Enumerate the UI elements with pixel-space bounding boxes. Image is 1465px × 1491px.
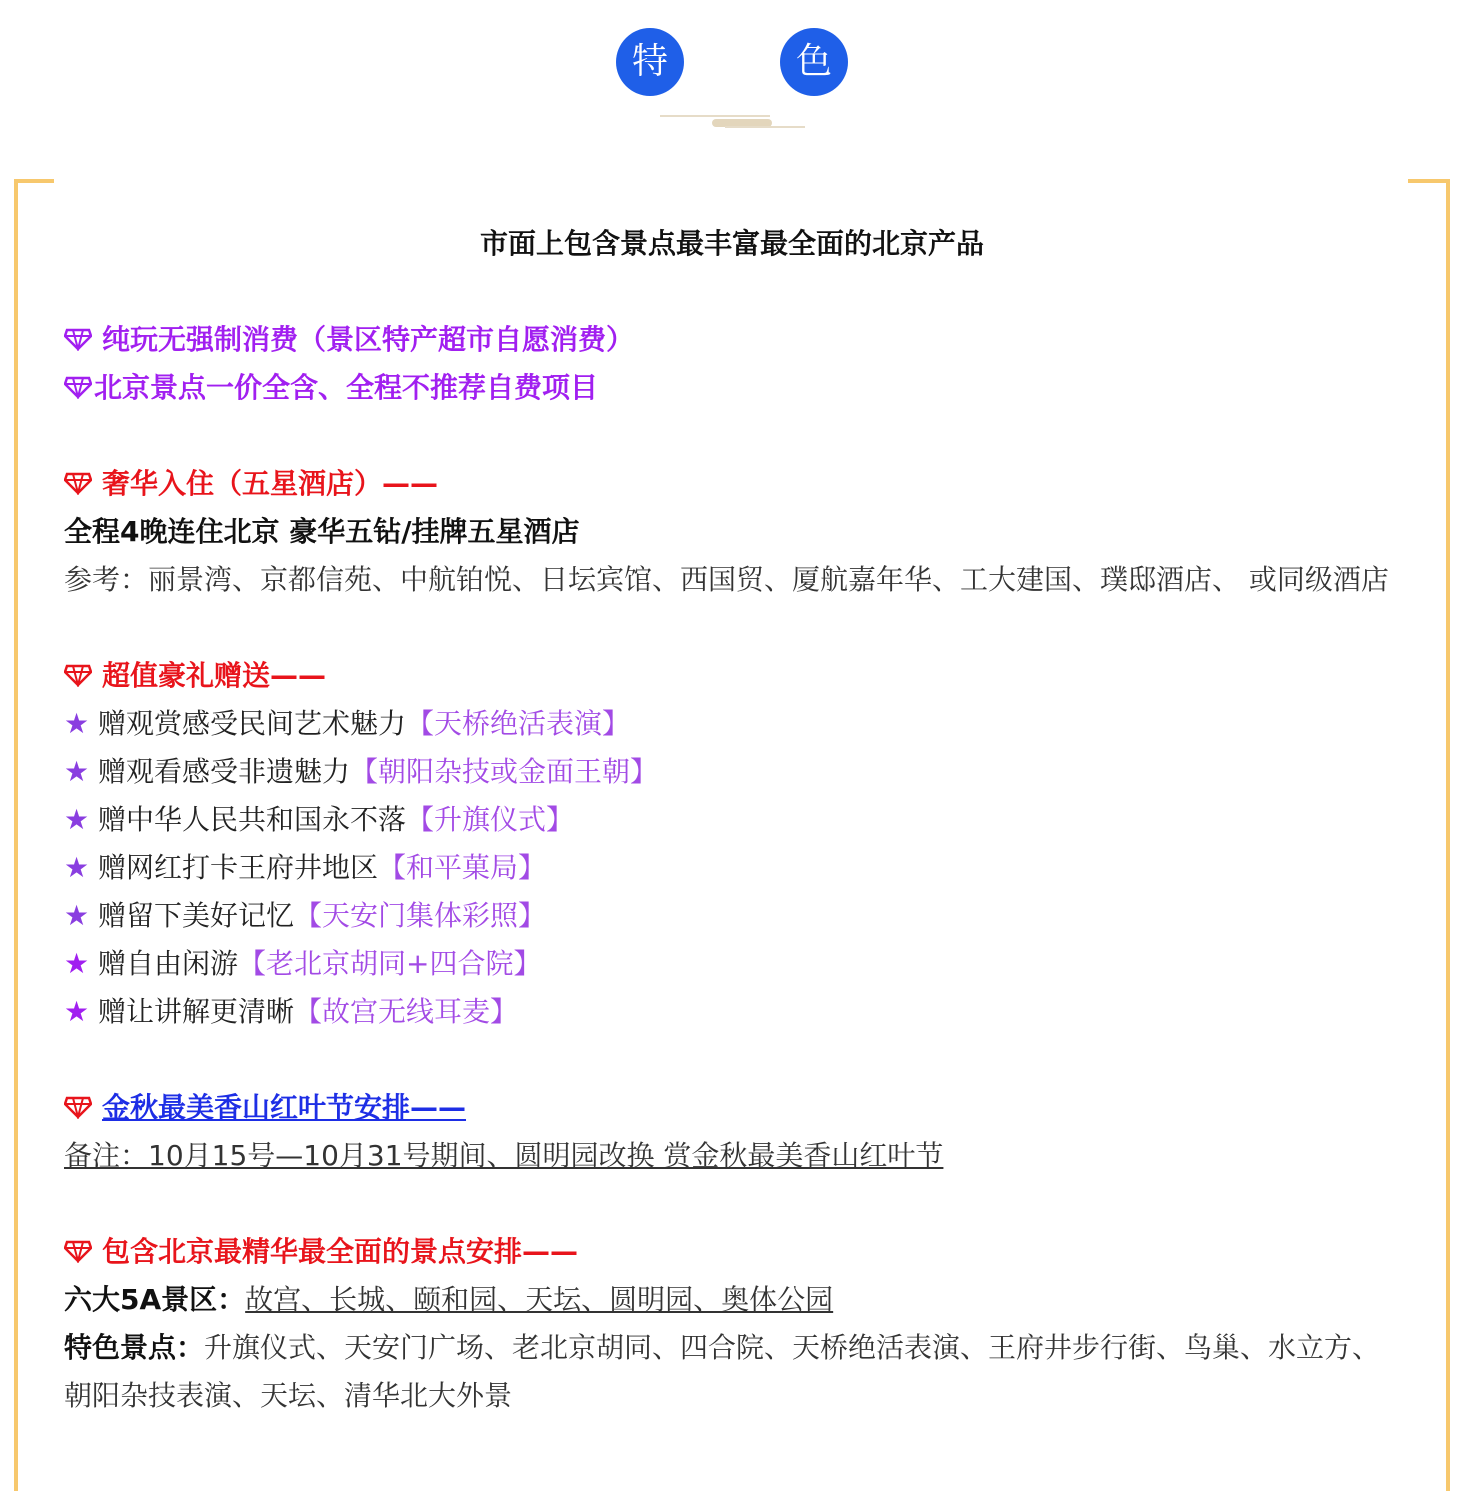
hotel-subtitle: 全程4晚连住北京 豪华五钻/挂牌五星酒店 [64, 515, 580, 548]
diamond-gem-icon [64, 327, 92, 351]
gift-highlight: 【升旗仪式】 [406, 803, 575, 836]
hotel-heading-text: 奢华入住（五星酒店）—— [102, 467, 439, 500]
diamond-gem-icon [64, 1095, 92, 1119]
autumn-heading [64, 1084, 1400, 1132]
label-feature: 特色景点： [64, 1331, 205, 1364]
star-icon: ★ [64, 851, 90, 884]
gift-highlight: 【老北京胡同+四合院】 [238, 947, 542, 980]
frame-border-left [14, 179, 18, 1491]
attractions-5a [64, 1276, 1400, 1324]
star-icon: ★ [64, 899, 90, 932]
star-icon: ★ [64, 947, 90, 980]
autumn-note: 备注：10月15号—10月31号期间、圆明园改换 赏金秋最美香山红叶节 [64, 1139, 944, 1172]
star-icon: ★ [64, 995, 90, 1028]
hotel-heading [64, 460, 1400, 508]
hotel-reference: 参考：丽景湾、京都信苑、中航铂悦、日坛宾馆、西国贸、厦航嘉年华、工大建国、璞邸酒店、 或同级酒店 [64, 563, 1389, 596]
attractions-heading [64, 1228, 1400, 1276]
list-feature: 升旗仪式、天安门广场、老北京胡同、四合院、天桥绝活表演、王府井步行街、鸟巢、水立方、朝阳杂技表演、天坛、清华北大外景 [64, 1331, 1381, 1412]
gift-text: 赠留下美好记忆 [98, 899, 295, 932]
intro-line-1 [64, 316, 1400, 364]
page-title: 市面上包含景点最丰富最全面的北京产品 [479, 227, 984, 260]
intro-text-2: 北京景点一价全含、全程不推荐自费项目 [94, 371, 599, 404]
star-icon: ★ [64, 755, 90, 788]
frame-corner-right [1408, 179, 1450, 183]
gift-highlight: 【朝阳杂技或金面王朝】 [350, 755, 659, 788]
frame-border-right [1446, 179, 1450, 1491]
intro-line-2 [64, 364, 1400, 412]
header-ornament [660, 112, 805, 132]
gift-item [64, 844, 1400, 892]
gift-item [64, 940, 1400, 988]
gift-item [64, 892, 1400, 940]
gift-item [64, 988, 1400, 1036]
diamond-gem-icon [64, 663, 92, 687]
header-char-badge-2: 色 [780, 28, 848, 96]
star-icon: ★ [64, 803, 90, 836]
star-icon: ★ [64, 707, 90, 740]
gift-item [64, 748, 1400, 796]
gift-text: 赠中华人民共和国永不落 [98, 803, 407, 836]
gift-item [64, 700, 1400, 748]
diamond-gem-icon [64, 1239, 92, 1263]
frame-corner-left [14, 179, 54, 183]
attractions-heading-text: 包含北京最精华最全面的景点安排—— [102, 1235, 579, 1268]
gift-text: 赠观看感受非遗魅力 [98, 755, 351, 788]
autumn-heading-text: 金秋最美香山红叶节安排—— [102, 1091, 467, 1124]
gift-highlight: 【和平菓局】 [378, 851, 547, 884]
gift-highlight: 【故宫无线耳麦】 [294, 995, 519, 1028]
intro-text-1: 纯玩无强制消费（景区特产超市自愿消费） [102, 323, 635, 356]
gift-highlight: 【天安门集体彩照】 [294, 899, 547, 932]
diamond-gem-icon [64, 471, 92, 495]
gift-text: 赠网红打卡王府井地区 [98, 851, 379, 884]
gift-item [64, 796, 1400, 844]
gift-highlight: 【天桥绝活表演】 [406, 707, 631, 740]
diamond-gem-icon [64, 375, 92, 399]
header-char-badge-1: 特 [616, 28, 684, 96]
gift-text: 赠让讲解更清晰 [98, 995, 295, 1028]
feature-content [64, 220, 1400, 1420]
gifts-heading [64, 652, 1400, 700]
gifts-heading-text: 超值豪礼赠送—— [102, 659, 327, 692]
attractions-feature [64, 1324, 1400, 1420]
section-header [0, 0, 1465, 140]
label-5a: 六大5A景区： [64, 1283, 246, 1316]
gift-text: 赠观赏感受民间艺术魅力 [98, 707, 407, 740]
list-5a: 故宫、长城、颐和园、天坛、圆明园、奥体公园 [245, 1283, 834, 1316]
gift-text: 赠自由闲游 [98, 947, 239, 980]
